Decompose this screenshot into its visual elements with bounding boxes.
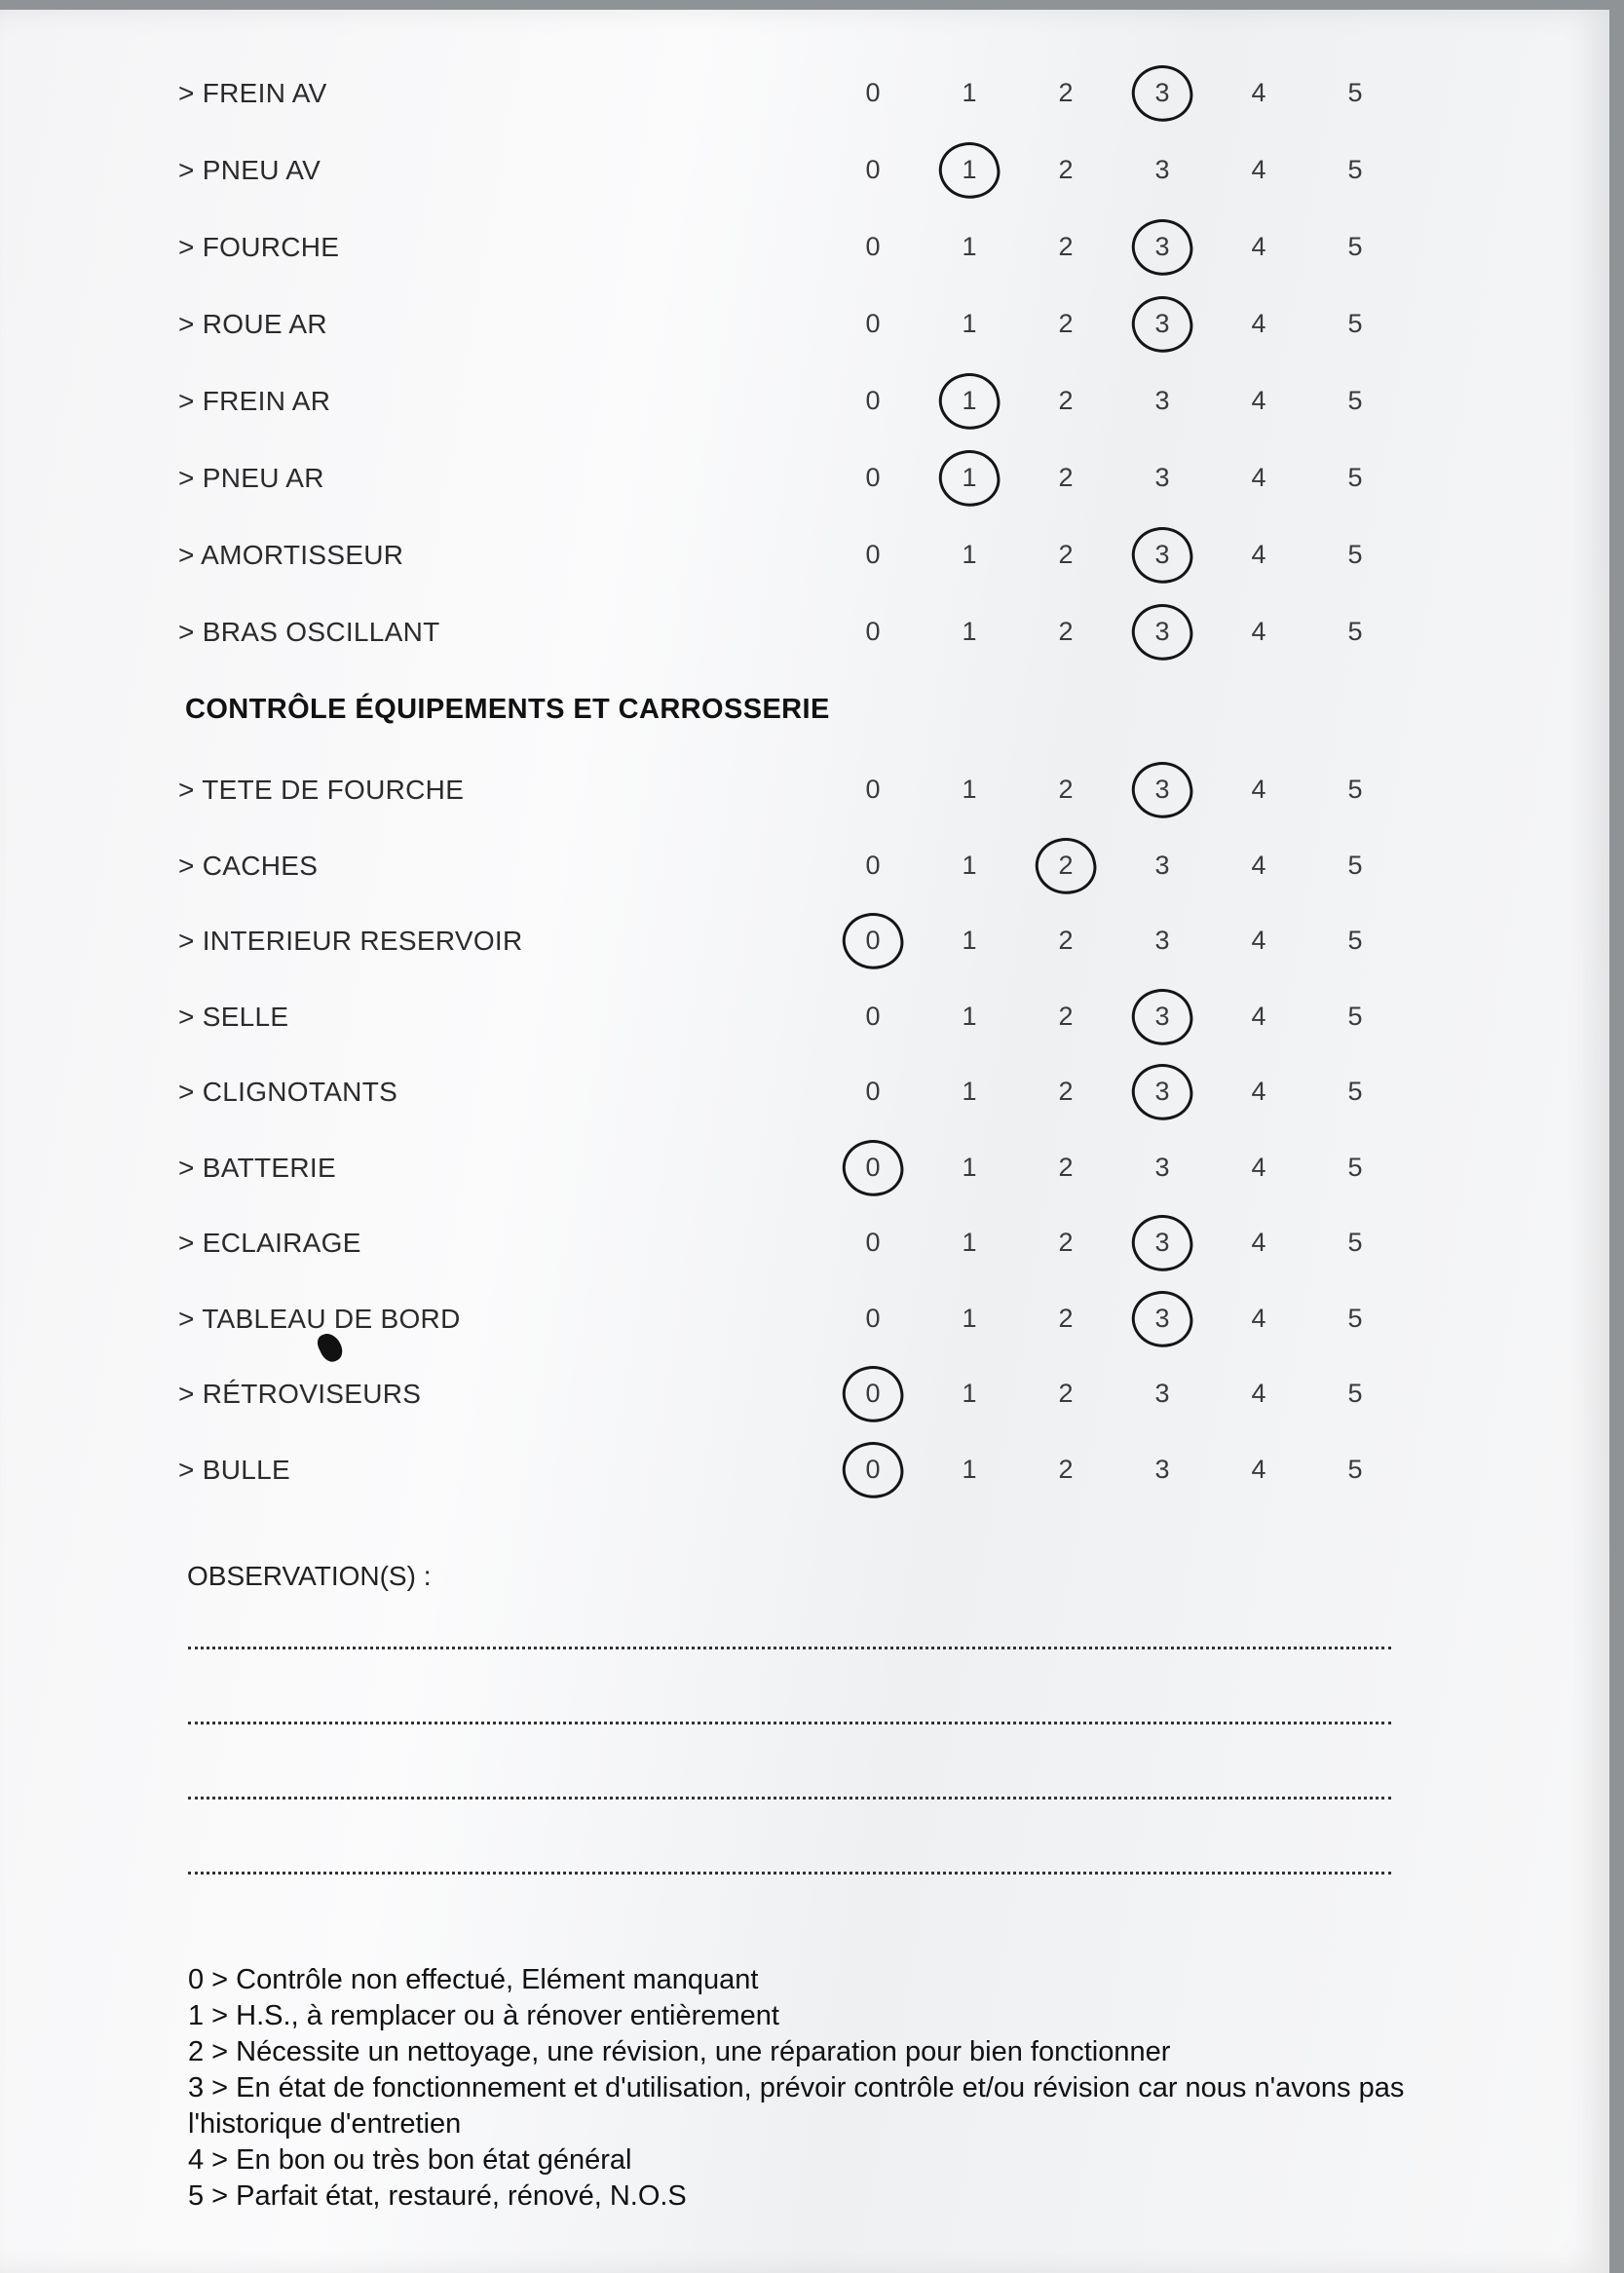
item-label: > FOURCHE	[178, 232, 340, 262]
item-label: > RÉTROVISEURS	[178, 1379, 422, 1409]
observations-label: OBSERVATION(S) :	[187, 1561, 432, 1591]
scale-option-1[interactable]: 1	[962, 1379, 977, 1408]
scale-option-0[interactable]: 0	[865, 850, 881, 880]
scale-option-3[interactable]: 3	[1154, 1001, 1170, 1031]
scale-option-5[interactable]: 5	[1347, 1379, 1363, 1408]
legend-line-4: 4 > En bon ou très bon état général	[188, 2144, 632, 2176]
scale-option-5[interactable]: 5	[1347, 78, 1363, 107]
scale-option-0[interactable]: 0	[865, 1077, 881, 1106]
scale-option-3[interactable]: 3	[1154, 1228, 1170, 1257]
scale-option-1[interactable]: 1	[962, 1228, 977, 1257]
rating-row	[0, 1214, 1461, 1272]
scale-option-0[interactable]: 0	[865, 1152, 881, 1182]
scale-option-3[interactable]: 3	[1154, 309, 1170, 338]
scale-option-1[interactable]: 1	[962, 155, 977, 184]
scale-option-1[interactable]: 1	[962, 78, 977, 107]
scale-option-4[interactable]: 4	[1251, 386, 1266, 415]
rating-row	[0, 837, 1461, 895]
scale-option-0[interactable]: 0	[865, 540, 881, 569]
scale-option-2[interactable]: 2	[1058, 1152, 1074, 1182]
scale-option-1[interactable]: 1	[962, 1152, 977, 1182]
scale-option-5[interactable]: 5	[1347, 1303, 1363, 1333]
scale-option-2[interactable]: 2	[1058, 1454, 1074, 1484]
rating-row	[0, 603, 1461, 662]
scale-option-5[interactable]: 5	[1347, 1454, 1363, 1484]
scale-option-2[interactable]: 2	[1058, 78, 1074, 107]
scale-option-0[interactable]: 0	[865, 1228, 881, 1257]
scale-option-0[interactable]: 0	[865, 155, 881, 184]
scale-option-0[interactable]: 0	[865, 617, 881, 646]
scale-option-0[interactable]: 0	[865, 386, 881, 415]
scale-option-5[interactable]: 5	[1347, 540, 1363, 569]
scale-option-3[interactable]: 3	[1154, 775, 1170, 804]
scale-option-1[interactable]: 1	[962, 1303, 977, 1333]
item-label: > TABLEAU DE BORD	[178, 1303, 461, 1334]
scale-option-5[interactable]: 5	[1347, 463, 1363, 492]
scale-option-3[interactable]: 3	[1154, 926, 1170, 955]
scale-option-3[interactable]: 3	[1154, 386, 1170, 415]
scale-option-0[interactable]: 0	[865, 78, 881, 107]
rating-row	[0, 1139, 1461, 1197]
scale-option-2[interactable]: 2	[1058, 1228, 1074, 1257]
scale-option-4[interactable]: 4	[1251, 617, 1266, 646]
scale-option-1[interactable]: 1	[962, 1001, 977, 1031]
rating-row	[0, 526, 1461, 585]
scale-option-1[interactable]: 1	[962, 232, 977, 261]
scale-option-3[interactable]: 3	[1154, 155, 1170, 184]
scale-option-1[interactable]: 1	[962, 926, 977, 955]
scale-option-4[interactable]: 4	[1251, 1001, 1266, 1031]
rating-row	[0, 1365, 1461, 1423]
scale-option-1[interactable]: 1	[962, 617, 977, 646]
scale-option-5[interactable]: 5	[1347, 775, 1363, 804]
scale-option-2[interactable]: 2	[1058, 1001, 1074, 1031]
legend-line-3: 3 > En état de fonctionnement et d'utilisation, prévoir contrôle et/ou révision car nous n'avons pas l'historique d'entretien	[188, 2072, 1405, 2140]
scale-option-4[interactable]: 4	[1251, 463, 1266, 492]
rating-legend	[188, 1962, 1406, 2215]
scale-option-3[interactable]: 3	[1154, 1303, 1170, 1333]
scale-option-5[interactable]: 5	[1347, 1001, 1363, 1031]
rating-row	[0, 64, 1461, 123]
item-label: > PNEU AV	[178, 155, 321, 185]
scale-option-0[interactable]: 0	[865, 1001, 881, 1031]
scale-option-3[interactable]: 3	[1154, 78, 1170, 107]
scale-option-4[interactable]: 4	[1251, 775, 1266, 804]
item-label: > PNEU AR	[178, 463, 324, 493]
rating-row	[0, 912, 1461, 970]
item-label: > BULLE	[178, 1454, 290, 1485]
observation-line-2[interactable]	[188, 1722, 1391, 1724]
scale-option-3[interactable]: 3	[1154, 850, 1170, 880]
scale-option-2[interactable]: 2	[1058, 309, 1074, 338]
scale-option-3[interactable]: 3	[1154, 540, 1170, 569]
inspection-sheet	[0, 10, 1609, 2273]
scale-option-4[interactable]: 4	[1251, 155, 1266, 184]
scale-option-3[interactable]: 3	[1154, 1152, 1170, 1182]
scale-option-4[interactable]: 4	[1251, 232, 1266, 261]
scale-option-3[interactable]: 3	[1154, 617, 1170, 646]
scale-option-0[interactable]: 0	[865, 232, 881, 261]
scale-option-5[interactable]: 5	[1347, 1077, 1363, 1106]
scale-option-1[interactable]: 1	[962, 309, 977, 338]
scale-option-4[interactable]: 4	[1251, 1077, 1266, 1106]
scale-option-4[interactable]: 4	[1251, 1379, 1266, 1408]
item-label: > SELLE	[178, 1001, 289, 1032]
scale-option-2[interactable]: 2	[1058, 1077, 1074, 1106]
scale-option-4[interactable]: 4	[1251, 1303, 1266, 1333]
item-label: > TETE DE FOURCHE	[178, 775, 465, 805]
scale-option-1[interactable]: 1	[962, 386, 977, 415]
rating-row	[0, 761, 1461, 819]
scale-option-2[interactable]: 2	[1058, 617, 1074, 646]
rating-row	[0, 449, 1461, 508]
scale-option-5[interactable]: 5	[1347, 155, 1363, 184]
section-title: CONTRÔLE ÉQUIPEMENTS ET CARROSSERIE	[185, 694, 830, 725]
scale-option-2[interactable]: 2	[1058, 775, 1074, 804]
scale-option-5[interactable]: 5	[1347, 617, 1363, 646]
scale-option-3[interactable]: 3	[1154, 463, 1170, 492]
item-label: > FREIN AV	[178, 78, 327, 108]
observation-line-3[interactable]	[188, 1797, 1391, 1799]
scale-option-1[interactable]: 1	[962, 1077, 977, 1106]
scale-option-0[interactable]: 0	[865, 463, 881, 492]
scale-option-5[interactable]: 5	[1347, 850, 1363, 880]
scale-option-3[interactable]: 3	[1154, 1454, 1170, 1484]
rating-row	[0, 1441, 1461, 1499]
rating-row	[0, 141, 1461, 200]
legend-line-1: 1 > H.S., à remplacer ou à rénover entièrement	[188, 2000, 779, 2031]
observation-line-1[interactable]	[188, 1647, 1391, 1649]
scale-option-5[interactable]: 5	[1347, 1228, 1363, 1257]
item-label: > ECLAIRAGE	[178, 1228, 361, 1258]
scale-option-2[interactable]: 2	[1058, 232, 1074, 261]
scale-option-4[interactable]: 4	[1251, 1152, 1266, 1182]
item-label: > CLIGNOTANTS	[178, 1077, 398, 1107]
scale-option-4[interactable]: 4	[1251, 78, 1266, 107]
scale-option-2[interactable]: 2	[1058, 926, 1074, 955]
rating-row	[0, 1290, 1461, 1348]
item-label: > ROUE AR	[178, 309, 327, 339]
legend-line-2: 2 > Nécessite un nettoyage, une révision, une réparation pour bien fonctionner	[188, 2036, 1171, 2067]
rating-row	[0, 988, 1461, 1046]
scale-option-5[interactable]: 5	[1347, 386, 1363, 415]
scale-option-1[interactable]: 1	[962, 463, 977, 492]
scale-option-5[interactable]: 5	[1347, 309, 1363, 338]
scale-option-2[interactable]: 2	[1058, 1379, 1074, 1408]
scale-option-4[interactable]: 4	[1251, 926, 1266, 955]
scale-option-0[interactable]: 0	[865, 309, 881, 338]
rating-row	[0, 372, 1461, 431]
item-label: > AMORTISSEUR	[178, 540, 404, 570]
scale-option-5[interactable]: 5	[1347, 232, 1363, 261]
item-label: > BATTERIE	[178, 1152, 336, 1183]
scale-option-2[interactable]: 2	[1058, 386, 1074, 415]
scale-option-1[interactable]: 1	[962, 850, 977, 880]
scale-option-2[interactable]: 2	[1058, 850, 1074, 880]
scale-option-2[interactable]: 2	[1058, 155, 1074, 184]
scale-option-4[interactable]: 4	[1251, 540, 1266, 569]
legend-line-0: 0 > Contrôle non effectué, Elément manquant	[188, 1964, 759, 1995]
scale-option-2[interactable]: 2	[1058, 1303, 1074, 1333]
legend-line-5: 5 > Parfait état, restauré, rénové, N.O.S	[188, 2180, 687, 2212]
scale-option-1[interactable]: 1	[962, 775, 977, 804]
scale-option-0[interactable]: 0	[865, 926, 881, 955]
rating-row	[0, 218, 1461, 277]
scale-option-4[interactable]: 4	[1251, 1454, 1266, 1484]
scale-option-0[interactable]: 0	[865, 1454, 881, 1484]
scale-option-4[interactable]: 4	[1251, 309, 1266, 338]
scale-option-3[interactable]: 3	[1154, 1077, 1170, 1106]
scale-option-0[interactable]: 0	[865, 775, 881, 804]
item-label: > CACHES	[178, 850, 319, 881]
observation-line-4[interactable]	[188, 1872, 1391, 1875]
scale-option-2[interactable]: 2	[1058, 540, 1074, 569]
scale-option-0[interactable]: 0	[865, 1303, 881, 1333]
scale-option-1[interactable]: 1	[962, 540, 977, 569]
item-label: > INTERIEUR RESERVOIR	[178, 926, 523, 956]
scale-option-0[interactable]: 0	[865, 1379, 881, 1408]
item-label: > FREIN AR	[178, 386, 331, 416]
scale-option-5[interactable]: 5	[1347, 926, 1363, 955]
scale-option-4[interactable]: 4	[1251, 1228, 1266, 1257]
scale-option-1[interactable]: 1	[962, 1454, 977, 1484]
scale-option-3[interactable]: 3	[1154, 232, 1170, 261]
rating-row	[0, 1063, 1461, 1121]
item-label: > BRAS OSCILLANT	[178, 617, 440, 647]
rating-row	[0, 295, 1461, 354]
scale-option-3[interactable]: 3	[1154, 1379, 1170, 1408]
scale-option-4[interactable]: 4	[1251, 850, 1266, 880]
scale-option-2[interactable]: 2	[1058, 463, 1074, 492]
scale-option-5[interactable]: 5	[1347, 1152, 1363, 1182]
